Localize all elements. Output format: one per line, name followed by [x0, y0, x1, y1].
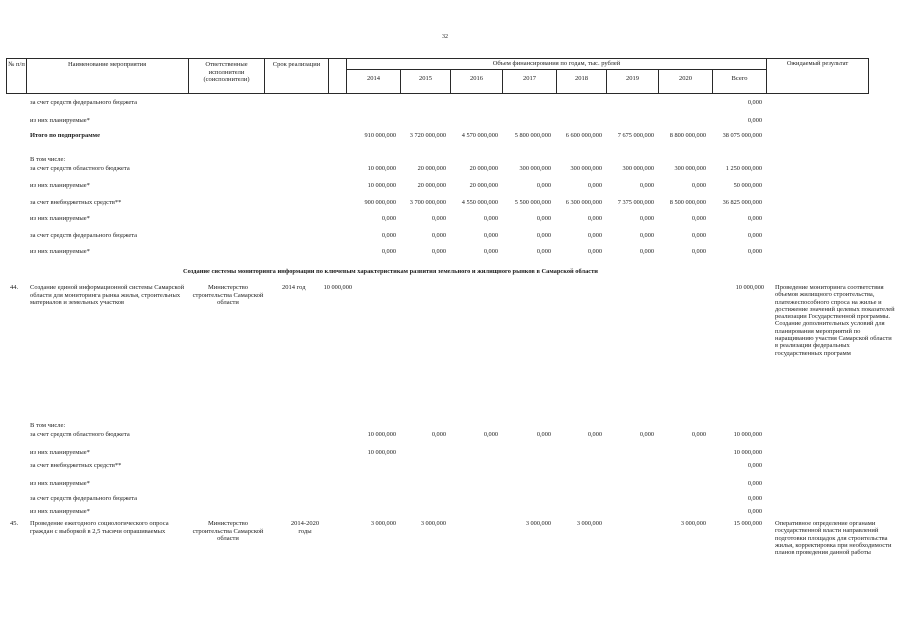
row-value: 300 000,000 — [519, 165, 551, 172]
row-value: 0,000 — [431, 248, 446, 255]
row-value: 6 600 000,000 — [565, 132, 602, 139]
header-col-num: № п/п — [8, 61, 25, 68]
row-value: 0,000 — [381, 215, 396, 222]
row-value: 10 000,000 — [367, 165, 396, 172]
row-value: 0,000 — [747, 462, 762, 469]
row-value: 36 825 000,000 — [722, 199, 762, 206]
row-value: 20 000,000 — [417, 182, 446, 189]
row-value: 300 000,000 — [570, 165, 602, 172]
header-bottom-border — [6, 93, 868, 94]
row-value: 0,000 — [747, 480, 762, 487]
row-value: 0,000 — [639, 182, 654, 189]
item-45-value: 3 000,000 — [576, 520, 602, 527]
row-value: 0,000 — [483, 215, 498, 222]
row-value: 0,000 — [483, 248, 498, 255]
row-value: 50 000,000 — [733, 182, 762, 189]
row-value: 4 550 000,000 — [461, 199, 498, 206]
row-value: 0,000 — [587, 248, 602, 255]
header-year: 2020 — [679, 75, 692, 82]
item-44-total: 10 000,000 — [735, 284, 764, 291]
row-value: 5 500 000,000 — [514, 199, 551, 206]
item-44-term: 2014 год — [282, 284, 306, 291]
row-value: 0,000 — [691, 431, 706, 438]
row-value: 900 000,000 — [364, 199, 396, 206]
row-value: 0,000 — [431, 232, 446, 239]
row-value: 4 570 000,000 — [461, 132, 498, 139]
row-value: 0,000 — [587, 232, 602, 239]
row-value: 0,000 — [639, 215, 654, 222]
row-value: 0,000 — [587, 182, 602, 189]
row-label: из них планируемые* — [30, 248, 90, 255]
header-vline — [328, 58, 329, 94]
row-value: 0,000 — [381, 248, 396, 255]
row-value: 0,000 — [639, 431, 654, 438]
row-label: из них планируемые* — [30, 480, 90, 487]
item-44-responsible: Министерство строительства Самарской области — [192, 284, 264, 307]
row-value: 0,000 — [747, 495, 762, 502]
row-label: за счет средств федерального бюджета — [30, 232, 138, 239]
row-value: 8 800 000,000 — [669, 132, 706, 139]
row-value: 20 000,000 — [469, 182, 498, 189]
row-value: 0,000 — [483, 232, 498, 239]
row-label: за счет средств федерального бюджета — [30, 495, 138, 502]
row-label: из них планируемые* — [30, 508, 90, 515]
header-year: 2017 — [523, 75, 536, 82]
row-value: 0,000 — [747, 508, 762, 515]
row-value: 7 675 000,000 — [617, 132, 654, 139]
header-col-result: Ожидаемый результат — [786, 60, 849, 67]
row-label: за счет средств федерального бюджета — [30, 99, 138, 106]
row-value: 0,000 — [691, 215, 706, 222]
item-45-number: 45. — [10, 520, 19, 527]
row-value: 7 375 000,000 — [617, 199, 654, 206]
row-label: из них планируемые* — [30, 449, 90, 456]
row-value: 10 000,000 — [733, 449, 762, 456]
row-value: 0,000 — [691, 182, 706, 189]
row-value: 0,000 — [483, 431, 498, 438]
header-top-border — [6, 58, 868, 59]
row-value: 0,000 — [431, 215, 446, 222]
row-value: 0,000 — [587, 431, 602, 438]
row-value: 0,000 — [639, 248, 654, 255]
row-label: В том числе: — [30, 422, 66, 429]
item-44-value-2014: 10 000,000 — [323, 284, 352, 291]
header-col-term: Срок реализации — [272, 61, 321, 68]
row-value: 0,000 — [536, 431, 551, 438]
row-label: за счет средств областного бюджета — [30, 165, 130, 172]
item-45-responsible: Министерство строительства Самарской области — [192, 520, 264, 543]
row-value: 0,000 — [691, 232, 706, 239]
row-label: за счет внебюджетных средств** — [30, 199, 122, 206]
item-44-number: 44. — [10, 284, 19, 291]
item-45-value: 15 000,000 — [733, 520, 762, 527]
row-value: 0,000 — [747, 232, 762, 239]
page-number: 32 — [442, 34, 448, 40]
header-year: Всего — [731, 75, 748, 82]
row-value: 0,000 — [747, 215, 762, 222]
row-value: 0,000 — [431, 431, 446, 438]
row-value: 0,000 — [536, 215, 551, 222]
item-45-value: 3 000,000 — [370, 520, 396, 527]
header-col-funding: Объем финансирования по годам, тыс. рублей — [492, 60, 621, 67]
row-label: за счет внебюджетных средств** — [30, 462, 122, 469]
item-44-name: Создание единой информационной системы Самарской области для мониторинга рынка жилья, строительных материалов и земельных участков — [30, 284, 185, 307]
row-label: из них планируемые* — [30, 182, 90, 189]
row-value: 20 000,000 — [417, 165, 446, 172]
row-label: Итого по подпрограмме — [30, 132, 100, 139]
header-col-resp: Ответственные исполнители (соисполнители) — [203, 61, 250, 83]
row-label: из них планируемые* — [30, 117, 90, 124]
row-value: 20 000,000 — [469, 165, 498, 172]
item-45-value: 3 000,000 — [420, 520, 446, 527]
header-vline — [868, 58, 869, 94]
row-value: 0,000 — [747, 248, 762, 255]
row-label: В том числе: — [30, 156, 66, 163]
row-value: 8 500 000,000 — [669, 199, 706, 206]
row-value: 1 250 000,000 — [725, 165, 762, 172]
row-value: 0,000 — [587, 215, 602, 222]
header-year: 2016 — [470, 75, 483, 82]
row-value: 300 000,000 — [622, 165, 654, 172]
header-col-name: Наименование мероприятия — [67, 61, 147, 68]
row-value: 0,000 — [536, 248, 551, 255]
row-value: 0,000 — [691, 248, 706, 255]
row-value: 0,000 — [536, 232, 551, 239]
row-value: 10 000,000 — [733, 431, 762, 438]
row-value: 300 000,000 — [674, 165, 706, 172]
row-value: 910 000,000 — [364, 132, 396, 139]
row-value: 6 300 000,000 — [565, 199, 602, 206]
header-year: 2018 — [575, 75, 588, 82]
header-year: 2019 — [626, 75, 639, 82]
row-value: 10 000,000 — [367, 431, 396, 438]
header-year: 2014 — [367, 75, 380, 82]
row-label: за счет средств областного бюджета — [30, 431, 130, 438]
row-value: 10 000,000 — [367, 449, 396, 456]
item-45-term: 2014-2020 годы — [290, 520, 320, 535]
row-value: 0,000 — [639, 232, 654, 239]
item-45-name: Проведение ежегодного социологического опроса граждан с выборкой в 2,5 тысячи опрашиваемых — [30, 520, 169, 535]
row-value: 0,000 — [381, 232, 396, 239]
row-value: 0,000 — [747, 99, 762, 106]
row-value: 10 000,000 — [367, 182, 396, 189]
header-year: 2015 — [419, 75, 432, 82]
item-45-value: 3 000,000 — [525, 520, 551, 527]
item-45-result: Оперативное определение органами государственной власти направлений подготовки площадок для строительства жилья, корректировка при необходимости планов проведения данной работы — [775, 520, 892, 557]
row-value: 5 800 000,000 — [514, 132, 551, 139]
row-label: из них планируемые* — [30, 215, 90, 222]
row-value: 3 700 000,000 — [409, 199, 446, 206]
row-value: 0,000 — [536, 182, 551, 189]
section-title: Создание системы мониторинга информации по ключевым характеристикам развития земельного и жилищного рынков в Самарской области — [183, 268, 598, 275]
row-value: 0,000 — [747, 117, 762, 124]
item-45-value: 3 000,000 — [680, 520, 706, 527]
row-value: 38 075 000,000 — [722, 132, 762, 139]
item-44-result: Проведение мониторинга соответствия объемов жилищного строительства, платежеспособного спроса на жилье и достижение значений целевых показателей реализации Государственной программы. Создание дополнительных условий для планирования мероприятий по наращиванию участия Самарской области в реализации федеральных государственных программ — [775, 284, 895, 357]
row-value: 3 720 000,000 — [409, 132, 446, 139]
